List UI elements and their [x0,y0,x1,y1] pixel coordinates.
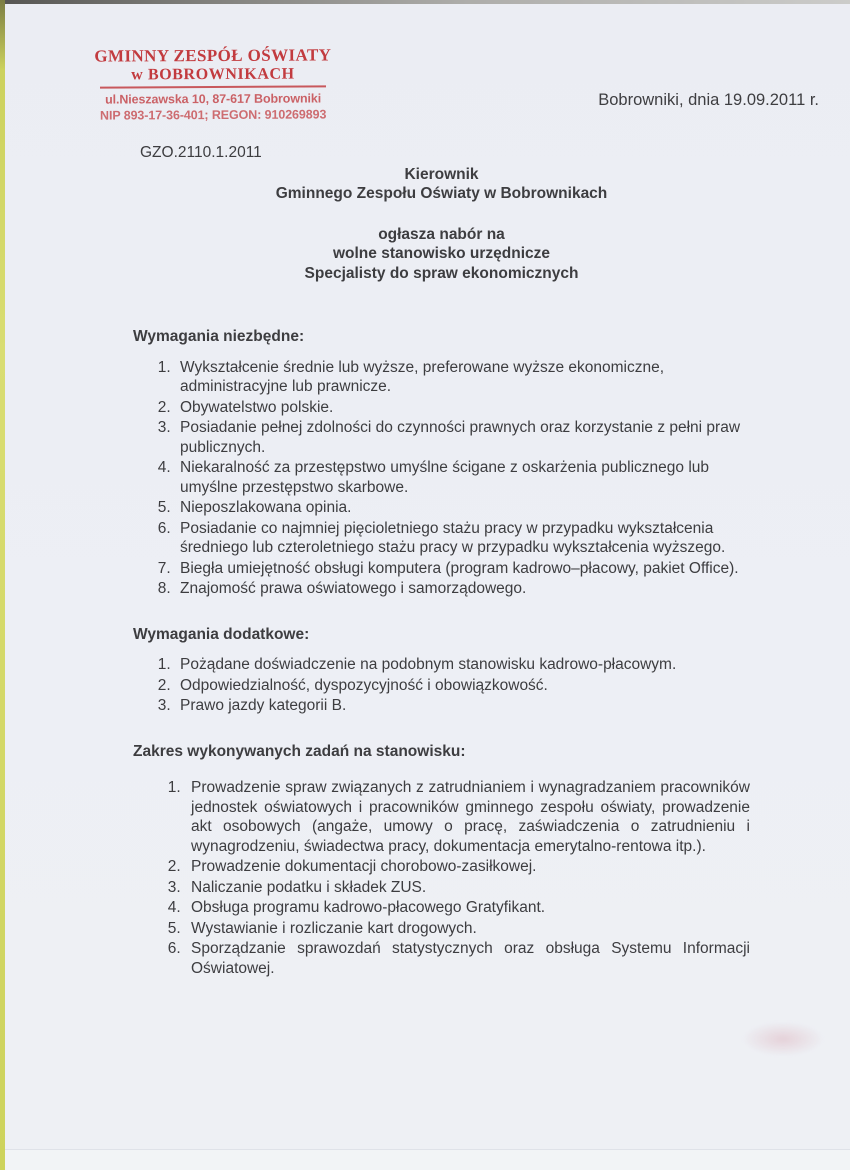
reference-number: GZO.2110.1.2011 [140,144,262,161]
title-line-1: Kierownik [404,165,479,183]
list-item: 7. Biegła umiejętność obsługi komputera (program kadrowo–płacowy, pakiet Office). [175,559,750,579]
stamp-address: ul.Nieszawska 10, 87-617 Bobrowniki [105,91,322,107]
section-heading: Wymagania dodatkowe: [133,625,310,643]
stamp-org-location: w BOBROWNIKACH [131,65,295,84]
scan-edge-bottom [5,1149,850,1170]
document-subtitle [133,225,750,284]
section-additional-qualifications [133,625,750,716]
document-body [133,143,750,979]
list-item: 3. Posiadanie pełnej zdolności do czynności prawnych oraz korzystanie z pełni praw publicznych. [175,418,750,457]
scan-smudge [742,1022,824,1056]
section-heading: Wymagania niezbędne: [133,328,305,345]
office-stamp [94,45,332,123]
required-qualifications-list [133,358,750,599]
stamp-divider [100,85,326,88]
additional-qualifications-list [133,655,750,716]
subtitle-line-2: wolne stanowisko urzędnicze [332,245,551,262]
scan-edge-left [0,0,5,1170]
list-item: 4. Niekaralność za przestępstwo umyślne ścigane z oskarżenia publicznego lub umyślne przestępstwo skarbowe. [175,458,750,497]
place-date: Bobrowniki, dnia 19.09.2011 r. [598,91,819,109]
list-item: 2. Odpowiedzialność, dyspozycyjność i obowiązkowość. [175,676,750,696]
list-item: 5. Nieposzlakowana opinia. [175,498,750,518]
list-item: 1. Wykształcenie średnie lub wyższe, preferowane wyższe ekonomiczne, administracyjne lub prawnicze. [175,358,750,397]
document-title [133,165,750,204]
list-item: 3. Prawo jazdy kategorii B. [175,696,750,716]
section-job-duties [133,742,750,979]
list-item: 6. Sporządzanie sprawozdań statystycznych oraz obsługa Systemu Informacji Oświatowej. [185,939,750,978]
list-item: 2. Prowadzenie dokumentacji chorobowo-zasiłkowej. [185,857,750,877]
list-item: 4. Obsługa programu kadrowo-płacowego Gratyfikant. [185,898,750,918]
list-item: 1. Prowadzenie spraw związanych z zatrudnianiem i wynagradzaniem pracowników jednostek oświatowych i pracowników gminnego zespołu oświaty, prowadzenie akt osobowych (angaże, umowy o pracę, zaświadczenia o zatrudnieniu i wynagrodzeniu, świadectwa pracy, dokumentacja emerytalno-rentowa itp.). [185,778,750,856]
list-item: 2. Obywatelstwo polskie. [175,398,750,418]
stamp-org-name: GMINNY ZESPÓŁ OŚWIATY [94,45,332,66]
subtitle-line-1: ogłasza nabór na [378,225,505,243]
section-required-qualifications [133,327,750,599]
list-item: 8. Znajomość prawa oświatowego i samorządowego. [175,579,750,599]
list-item: 5. Wystawianie i rozliczanie kart drogowych. [185,919,750,939]
job-duties-list [133,778,750,978]
section-heading: Zakres wykonywanych zadań na stanowisku: [133,742,466,760]
scan-edge-top [0,0,850,4]
list-item: 1. Pożądane doświadczenie na podobnym stanowisku kadrowo-płacowym. [175,655,750,675]
list-item: 6. Posiadanie co najmniej pięcioletniego stażu pracy w przypadku wykształcenia średniego lub czteroletniego stażu pracy w przypadku wykształcenia wyższego. [175,519,750,558]
subtitle-line-3: Specjalisty do spraw ekonomicznych [304,264,579,282]
title-line-2: Gminnego Zespołu Oświaty w Bobrownikach [275,185,608,202]
stamp-nip-regon: NIP 893-17-36-401; REGON: 910269893 [99,107,327,123]
list-item: 3. Naliczanie podatku i składek ZUS. [185,878,750,898]
